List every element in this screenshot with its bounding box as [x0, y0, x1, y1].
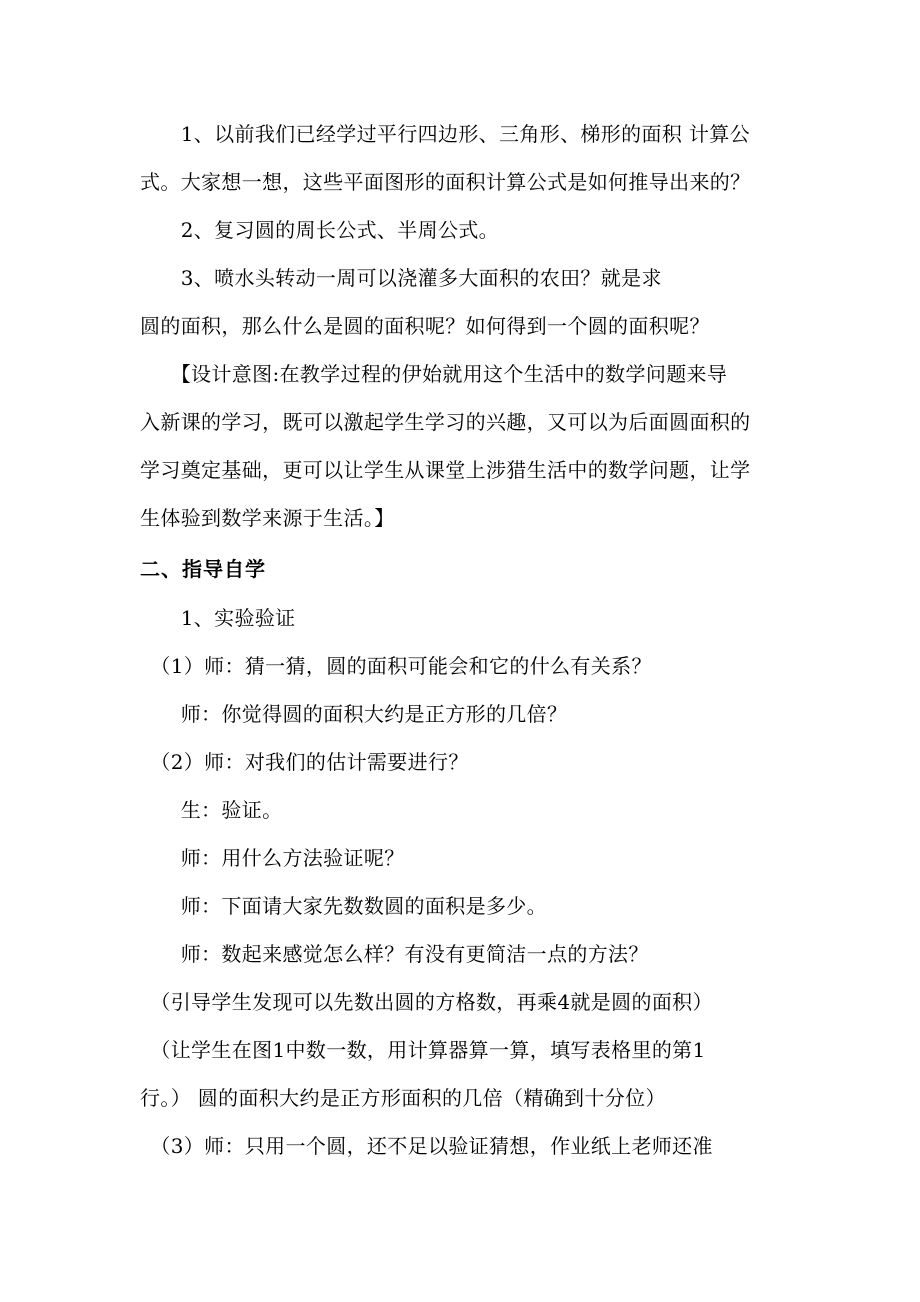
design-intent-line-3: 学习奠定基础，更可以让学生从课堂上涉猎生活中的数学问题，让学	[140, 458, 751, 482]
subsection-heading: 1、实验验证	[140, 606, 296, 630]
section-heading: 二、指导自学	[140, 557, 266, 581]
paragraph-line-1: 1、以前我们已经学过平行四边形、三角形、梯形的面积 计算公	[140, 122, 750, 146]
paragraph-line-2: 式。大家想一想，这些平面图形的面积计算公式是如何推导出来的？	[140, 170, 751, 194]
dialogue-line-8: （3）师：只用一个圆，还不足以验证猜想，作业纸上老师还准	[140, 1134, 713, 1158]
dialogue-line-3: （2）师：对我们的估计需要进行？	[140, 750, 469, 774]
dialogue-line-6: 师：下面请大家先数数圆的面积是多少。	[140, 894, 547, 918]
dialogue-line-1: （1）师：猜一猜，圆的面积可能会和它的什么有关系？	[140, 654, 652, 678]
instruction-line-1: （让学生在图1中数一数，用计算器算一算，填写表格里的第1	[140, 1038, 706, 1062]
instruction-line-2: 行。） 圆的面积大约是正方形面积的几倍（精确到十分位）	[140, 1086, 666, 1110]
paragraph-line-4: 3、喷水头转动一周可以浇灌多大面积的农田？就是求	[140, 266, 662, 290]
design-intent-line-1: 【设计意图:在教学过程的伊始就用这个生活中的数学问题来导	[140, 362, 728, 386]
dialogue-line-5: 师：用什么方法验证呢？	[140, 846, 405, 870]
dialogue-line-7: 师：数起来感觉怎么样？有没有更简洁一点的方法？	[140, 942, 649, 966]
paragraph-line-3: 2、复习圆的周长公式、半周公式。	[140, 218, 500, 242]
dialogue-line-4: 生：验证。	[140, 798, 283, 822]
design-intent-line-4: 生体验到数学来源于生活。】	[140, 506, 395, 530]
guidance-note-line: （引导学生发现可以先数出圆的方格数，再乘4就是圆的面积）	[140, 990, 713, 1014]
paragraph-line-5: 圆的面积，那么什么是圆的面积呢？如何得到一个圆的面积呢？	[140, 314, 710, 338]
design-intent-line-2: 入新课的学习，既可以激起学生学习的兴趣，又可以为后面圆面积的	[140, 410, 751, 434]
dialogue-line-2: 师：你觉得圆的面积大约是正方形的几倍？	[140, 702, 568, 726]
